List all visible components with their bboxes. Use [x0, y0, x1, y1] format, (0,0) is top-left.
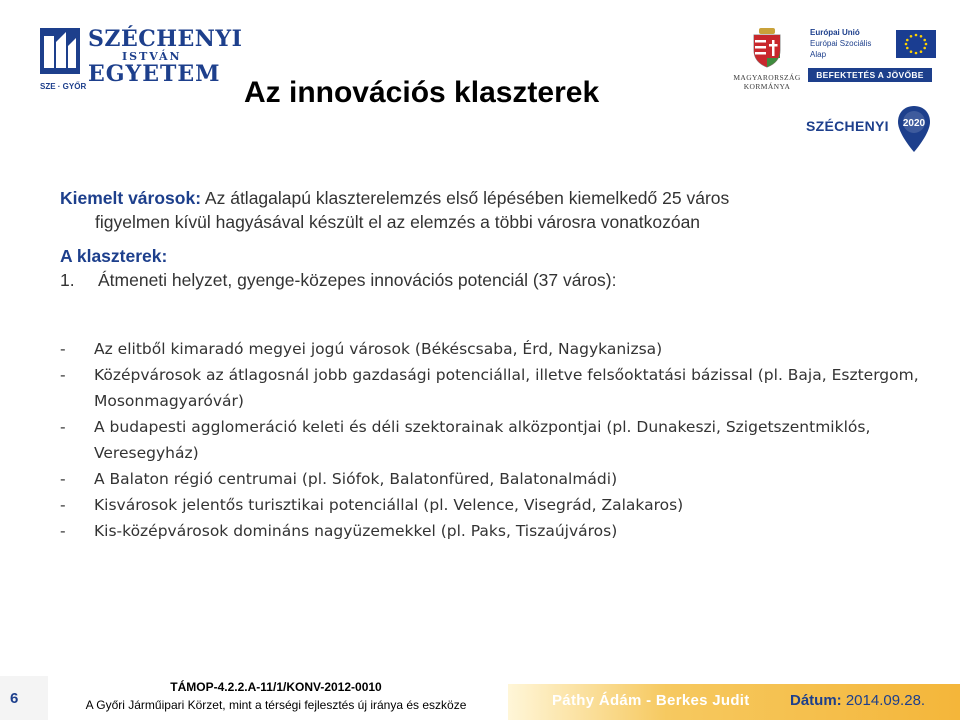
magyarorszag-kormanya-logo — [732, 28, 802, 98]
city-group-list — [60, 336, 920, 544]
intro-paragraph — [60, 186, 920, 210]
eu-slogan-bar: BEFEKTETÉS A JÖVŐBE — [808, 68, 932, 82]
logo-line-1: SZÉCHENYI — [88, 26, 243, 52]
tamop-code: TÁMOP-4.2.2.A-11/1/KONV-2012-0010 — [170, 680, 382, 694]
eu-line-1: Európai Unió — [810, 28, 860, 37]
project-title: A Győri Járműipari Körzet, mint a térségi fejlesztés új iránya és eszköze — [85, 698, 467, 712]
eu-line-2: Európai Szociális — [810, 38, 872, 48]
date-label: Dátum: — [790, 692, 842, 709]
date-field — [790, 692, 925, 709]
page-number-box — [0, 676, 48, 720]
intro-text-2: figyelmen kívül hagyásával készült el az elemzés a többi városra vonatkozóan — [95, 212, 701, 232]
list-item-text: Középvárosok az átlagosnál jobb gazdasági potenciállal, illetve felsőoktatási bázissal (pl. Baja, Esztergom, Mosonmagyaróvár) — [94, 366, 919, 410]
szechenyi-2020-logo — [806, 104, 936, 154]
szechenyi-2020-year: 2020 — [902, 118, 926, 129]
cluster-item-text: Átmeneti helyzet, gyenge-közepes innovációs potenciál (37 város): — [98, 270, 617, 290]
page-number: 6 — [10, 690, 19, 707]
szechenyi-2020-label: SZÉCHENYI — [806, 118, 889, 134]
intro-text-1: Az átlagalapú klaszterelemzés első lépésében kiemelkedő 25 város — [201, 188, 730, 208]
content-block — [60, 186, 920, 292]
authors: Páthy Ádám - Berkes Judit — [552, 692, 750, 709]
eu-flag-icon — [896, 30, 936, 58]
date-value: 2014.09.28. — [841, 692, 926, 709]
page-title: Az innovációs klaszterek — [244, 76, 600, 109]
list-dash: - — [60, 470, 66, 488]
list-dash: - — [60, 418, 66, 436]
cluster-item-1 — [60, 268, 920, 292]
list-item — [60, 492, 920, 518]
map-pin-icon — [896, 104, 932, 154]
cluster-item-number: 1. — [60, 270, 75, 290]
szechenyi-istvan-egyetem-logo — [40, 26, 243, 91]
eu-line-3: Alap — [810, 49, 827, 59]
klaszterek-heading: A klaszterek: — [60, 246, 168, 266]
list-item — [60, 466, 920, 492]
logo-subtitle: SZE · GYŐR — [40, 82, 87, 91]
gov-line-1: MAGYARORSZÁG — [733, 73, 801, 82]
list-dash: - — [60, 340, 66, 358]
list-dash: - — [60, 522, 66, 540]
list-item-text: Kis-középvárosok domináns nagyüzemekkel (pl. Paks, Tiszaújváros) — [94, 522, 618, 540]
slide-footer — [0, 676, 960, 720]
list-item — [60, 336, 920, 362]
gov-line-2: KORMÁNYA — [743, 81, 791, 91]
logo-line-2: ISTVÁN — [122, 50, 182, 63]
list-item-text: A budapesti agglomeráció keleti és déli szektorainak alközpontjai (pl. Dunakeszi, Szigetszentmiklós, Veresegyház) — [94, 418, 871, 462]
list-dash: - — [60, 366, 66, 384]
list-item-text: A Balaton régió centrumai (pl. Siófok, Balatonfüred, Balatonalmádi) — [94, 470, 618, 488]
list-item — [60, 362, 920, 414]
university-emblem-icon — [40, 28, 80, 80]
list-item — [60, 414, 920, 466]
coat-of-arms-icon — [750, 28, 784, 68]
list-item-text: Az elitből kimaradó megyei jogú városok (Békéscsaba, Érd, Nagykanizsa) — [94, 340, 663, 358]
list-item — [60, 518, 920, 544]
list-dash: - — [60, 496, 66, 514]
intro-bold: Kiemelt városok: — [60, 188, 202, 208]
list-item-text: Kisvárosok jelentős turisztikai potenciállal (pl. Velence, Visegrád, Zalakaros) — [94, 496, 684, 514]
logo-line-3: EGYETEM — [88, 61, 221, 87]
